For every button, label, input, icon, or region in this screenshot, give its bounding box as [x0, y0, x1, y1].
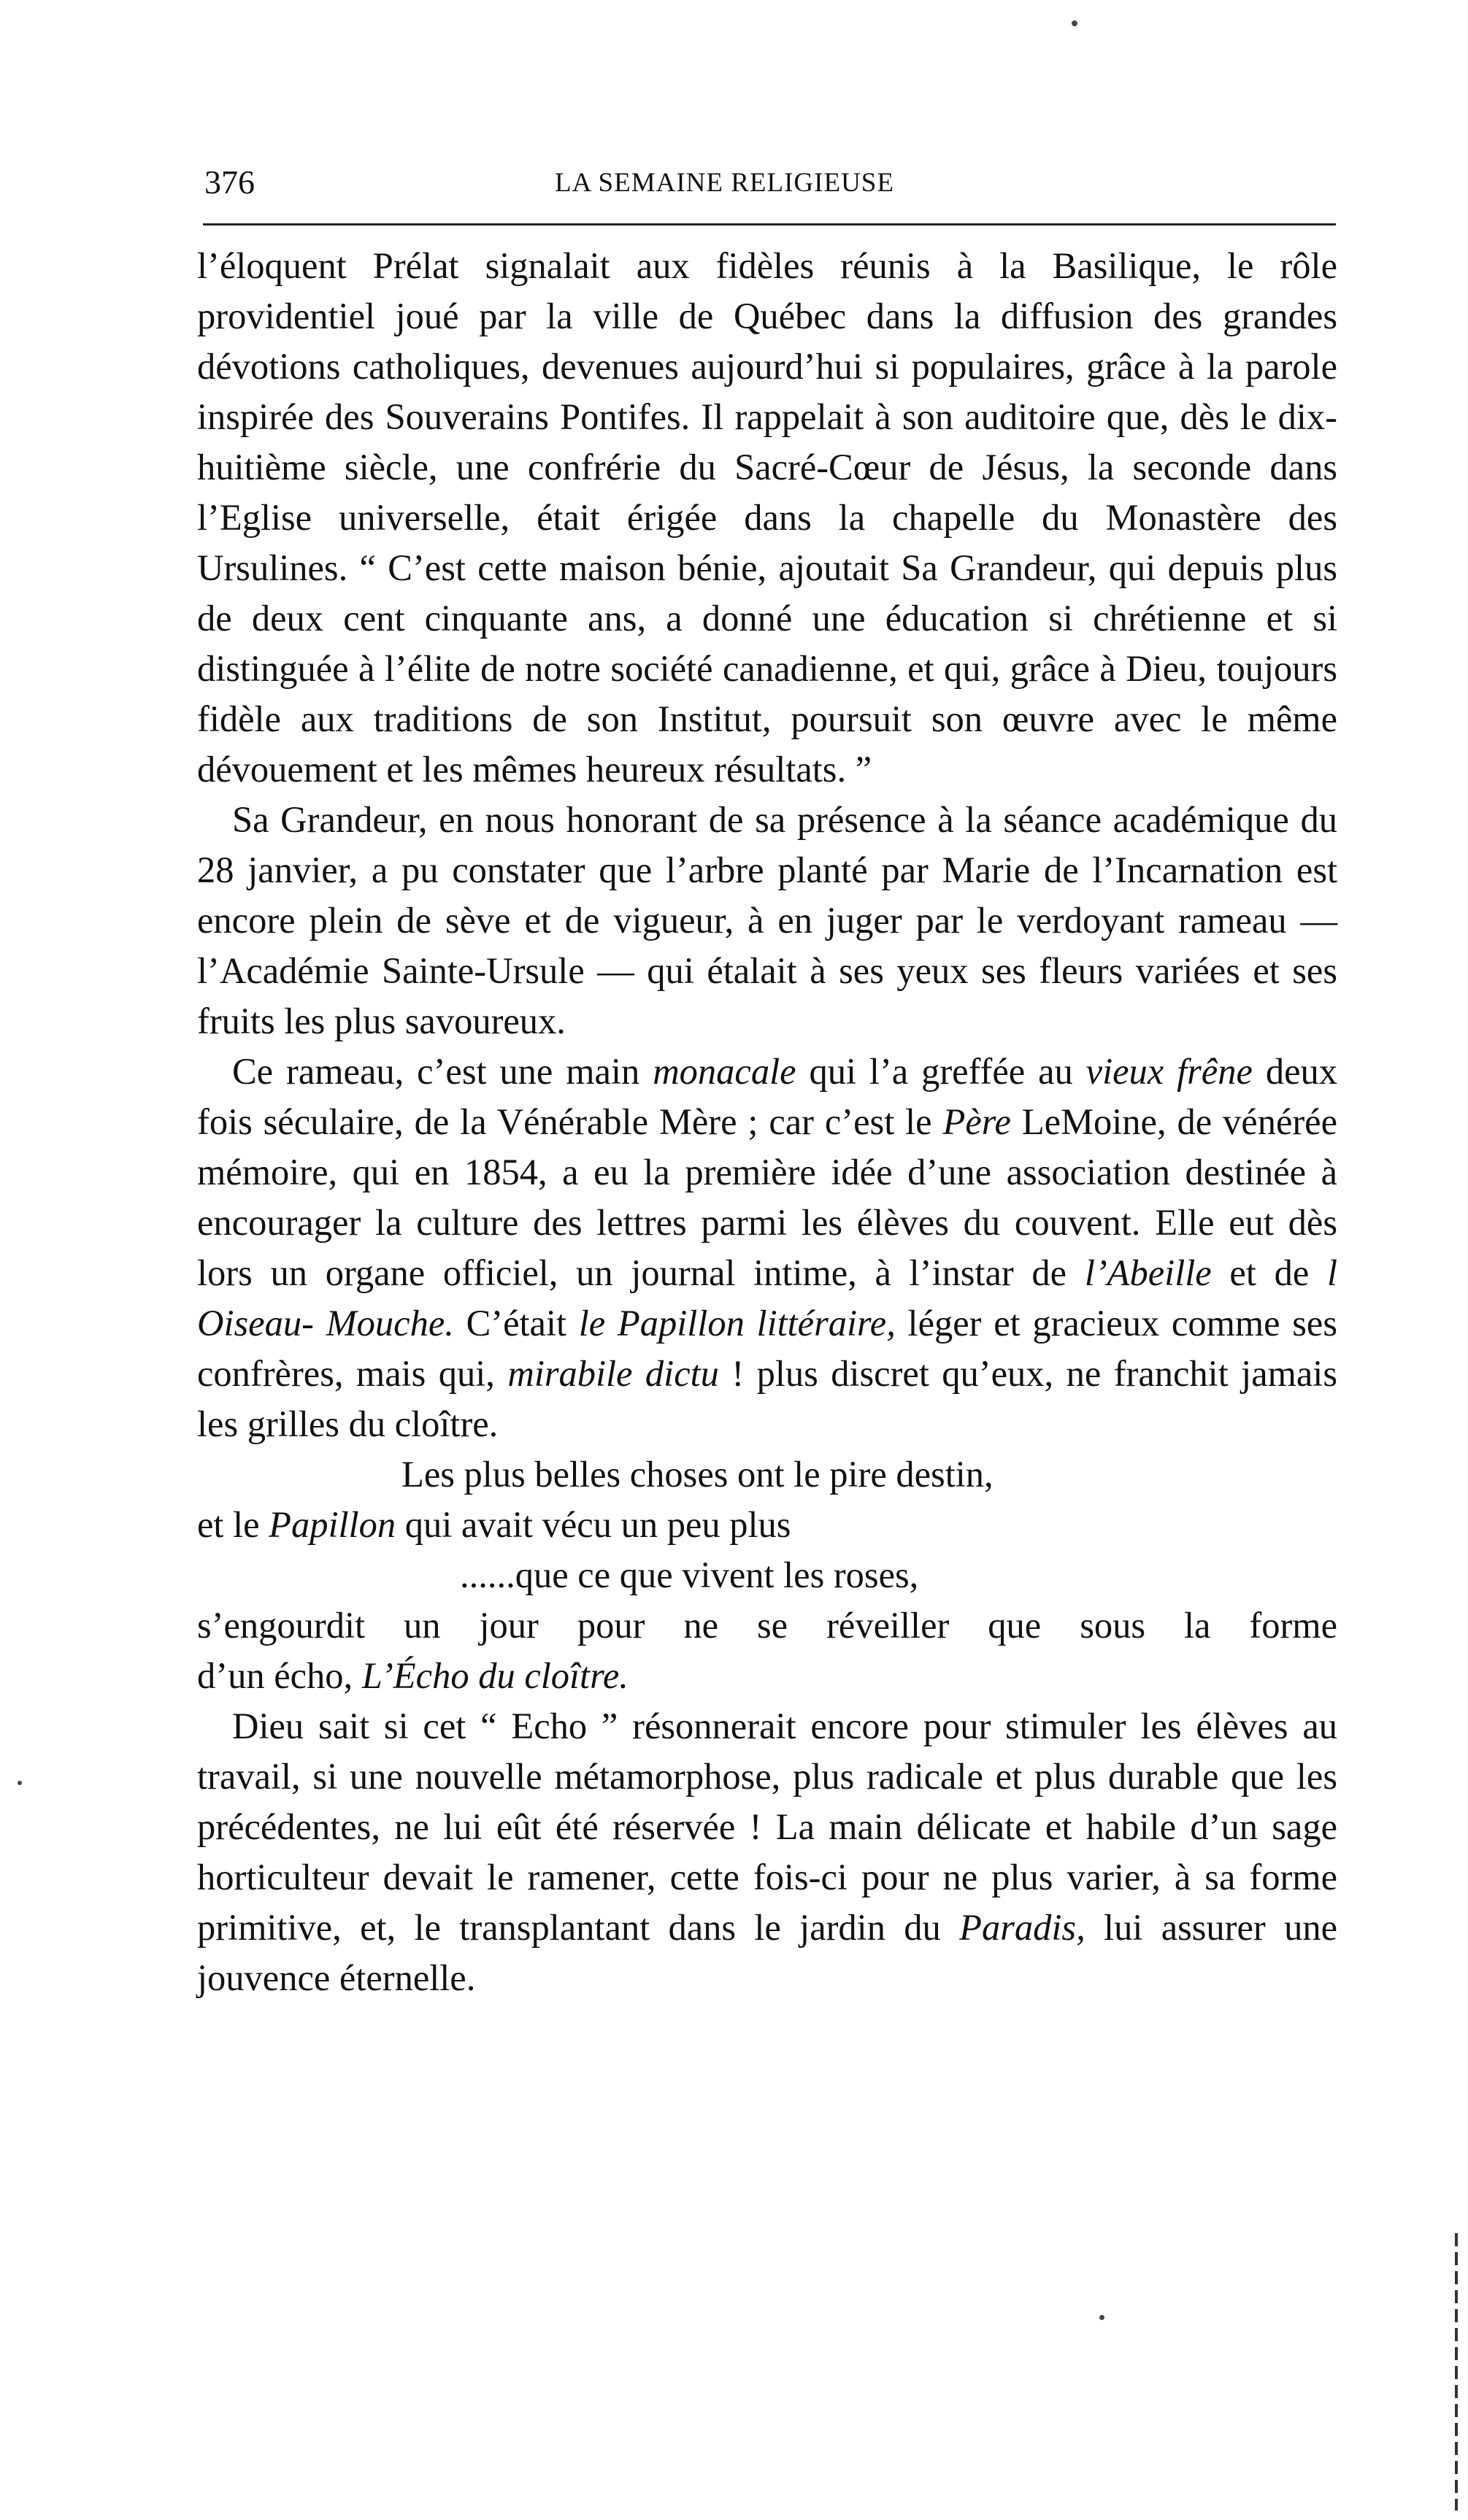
- paragraph-4: Dieu sait si cet “ Echo ” résonnerait encore pour stimuler les élèves au travail, si une nouvelle métamorphose, plus radicale et plus durable que les précédentes, ne lui eût été réservée ! La main délicate et habile d’un sage horticulteur devait le ramener, cette fois-ci pour ne plus varier, à sa forme primitive, et, le transplantant dans le jardin du Paradis, lui assurer une jouvence éternelle.: [197, 1706, 1337, 1998]
- page-number: 376: [204, 163, 255, 201]
- italic-title: L’Écho du cloître.: [361, 1655, 629, 1696]
- verse-line-3: ......que ce que vivent les roses,: [460, 1554, 919, 1595]
- print-speck: [1072, 20, 1077, 26]
- italic-title: l’Abeille: [1084, 1252, 1212, 1293]
- paragraph-1: l’éloquent Prélat signalait aux fidèles réunis à la Basilique, le rôle providentiel joué par la ville de Québec dans la diffusion des grandes dévotions catholiques, devenues aujourd’hui si populaires, grâce à la parole inspirée des Souverains Pontifes. Il rappelait à son auditoire que, dès le dix-huitième siècle, une confrérie du Sacré-Cœur de Jésus, la seconde dans l’Eglise universelle, était érigée dans la chapelle du Monastère des Ursulines. “ C’est cette maison bénie, ajoutait Sa Grandeur, qui depuis plus de deux cent cinquante ans, a donné une éducation si chrétienne et si distinguée à l’élite de notre société canadienne, et qui, grâce à Dieu, toujours fidèle aux traditions de son Institut, poursuit son œuvre avec le même dévouement et les mêmes heureux résultats. ”: [197, 245, 1337, 790]
- body-text: [197, 241, 1337, 2003]
- italic-title: le Papillon littéraire,: [578, 1303, 896, 1344]
- italic-term: Père: [942, 1101, 1011, 1142]
- italic-title: Papillon: [269, 1504, 396, 1545]
- italic-term: mirabile dictu: [507, 1353, 719, 1394]
- italic-term: Paradis,: [959, 1907, 1085, 1948]
- print-speck: [1099, 2315, 1104, 2320]
- verse-line-5: d’un écho, L’Écho du cloître.: [197, 1655, 629, 1696]
- italic-title: l Oiseau- Mouche.: [197, 1252, 1337, 1344]
- paragraph-2: Sa Grandeur, en nous honorant de sa présence à la séance académique du 28 janvier, a pu constater que l’arbre planté par Marie de l’Incarnation est encore plein de sève et de vigueur, à en juger par le verdoyant rameau — l’Académie Sainte-Ursule — qui étalait à ses yeux ses fleurs variées et ses fruits les plus savoureux.: [197, 799, 1337, 1041]
- paragraph-3: Ce rameau, c’est une main monacale qui l’a greffée au vieux frêne deux fois séculaire, de la Vénérable Mère ; car c’est le Père LeMoine, de vénérée mémoire, qui en 1854, a eu la première idée d’une association destinée à encourager la culture des lettres parmi les élèves du couvent. Elle eut dès lors un organe officiel, un journal intime, à l’instar de l’Abeille et de l Oiseau- Mouche. C’était le Papillon littéraire, léger et gracieux comme ses confrères, mais qui, mirabile dictu ! plus discret qu’eux, ne franchit jamais les grilles du cloître.: [197, 1051, 1338, 1444]
- header-rule: [203, 223, 1336, 226]
- italic-term: vieux frêne: [1085, 1051, 1253, 1092]
- verse-line-1: Les plus belles choses ont le pire destin,: [401, 1454, 994, 1495]
- running-title: LA SEMAINE RELIGIEUSE: [555, 168, 894, 198]
- italic-term: monacale: [653, 1051, 796, 1092]
- verse-line-2: et le Papillon qui avait vécu un peu plus: [197, 1504, 791, 1545]
- page-edge-mark: [1455, 2233, 1458, 2511]
- verse-line-4: s’engourdit un jour pour ne se réveiller que sous la forme: [197, 1605, 1337, 1646]
- print-speck: [18, 1781, 22, 1785]
- page-header: [204, 162, 1336, 206]
